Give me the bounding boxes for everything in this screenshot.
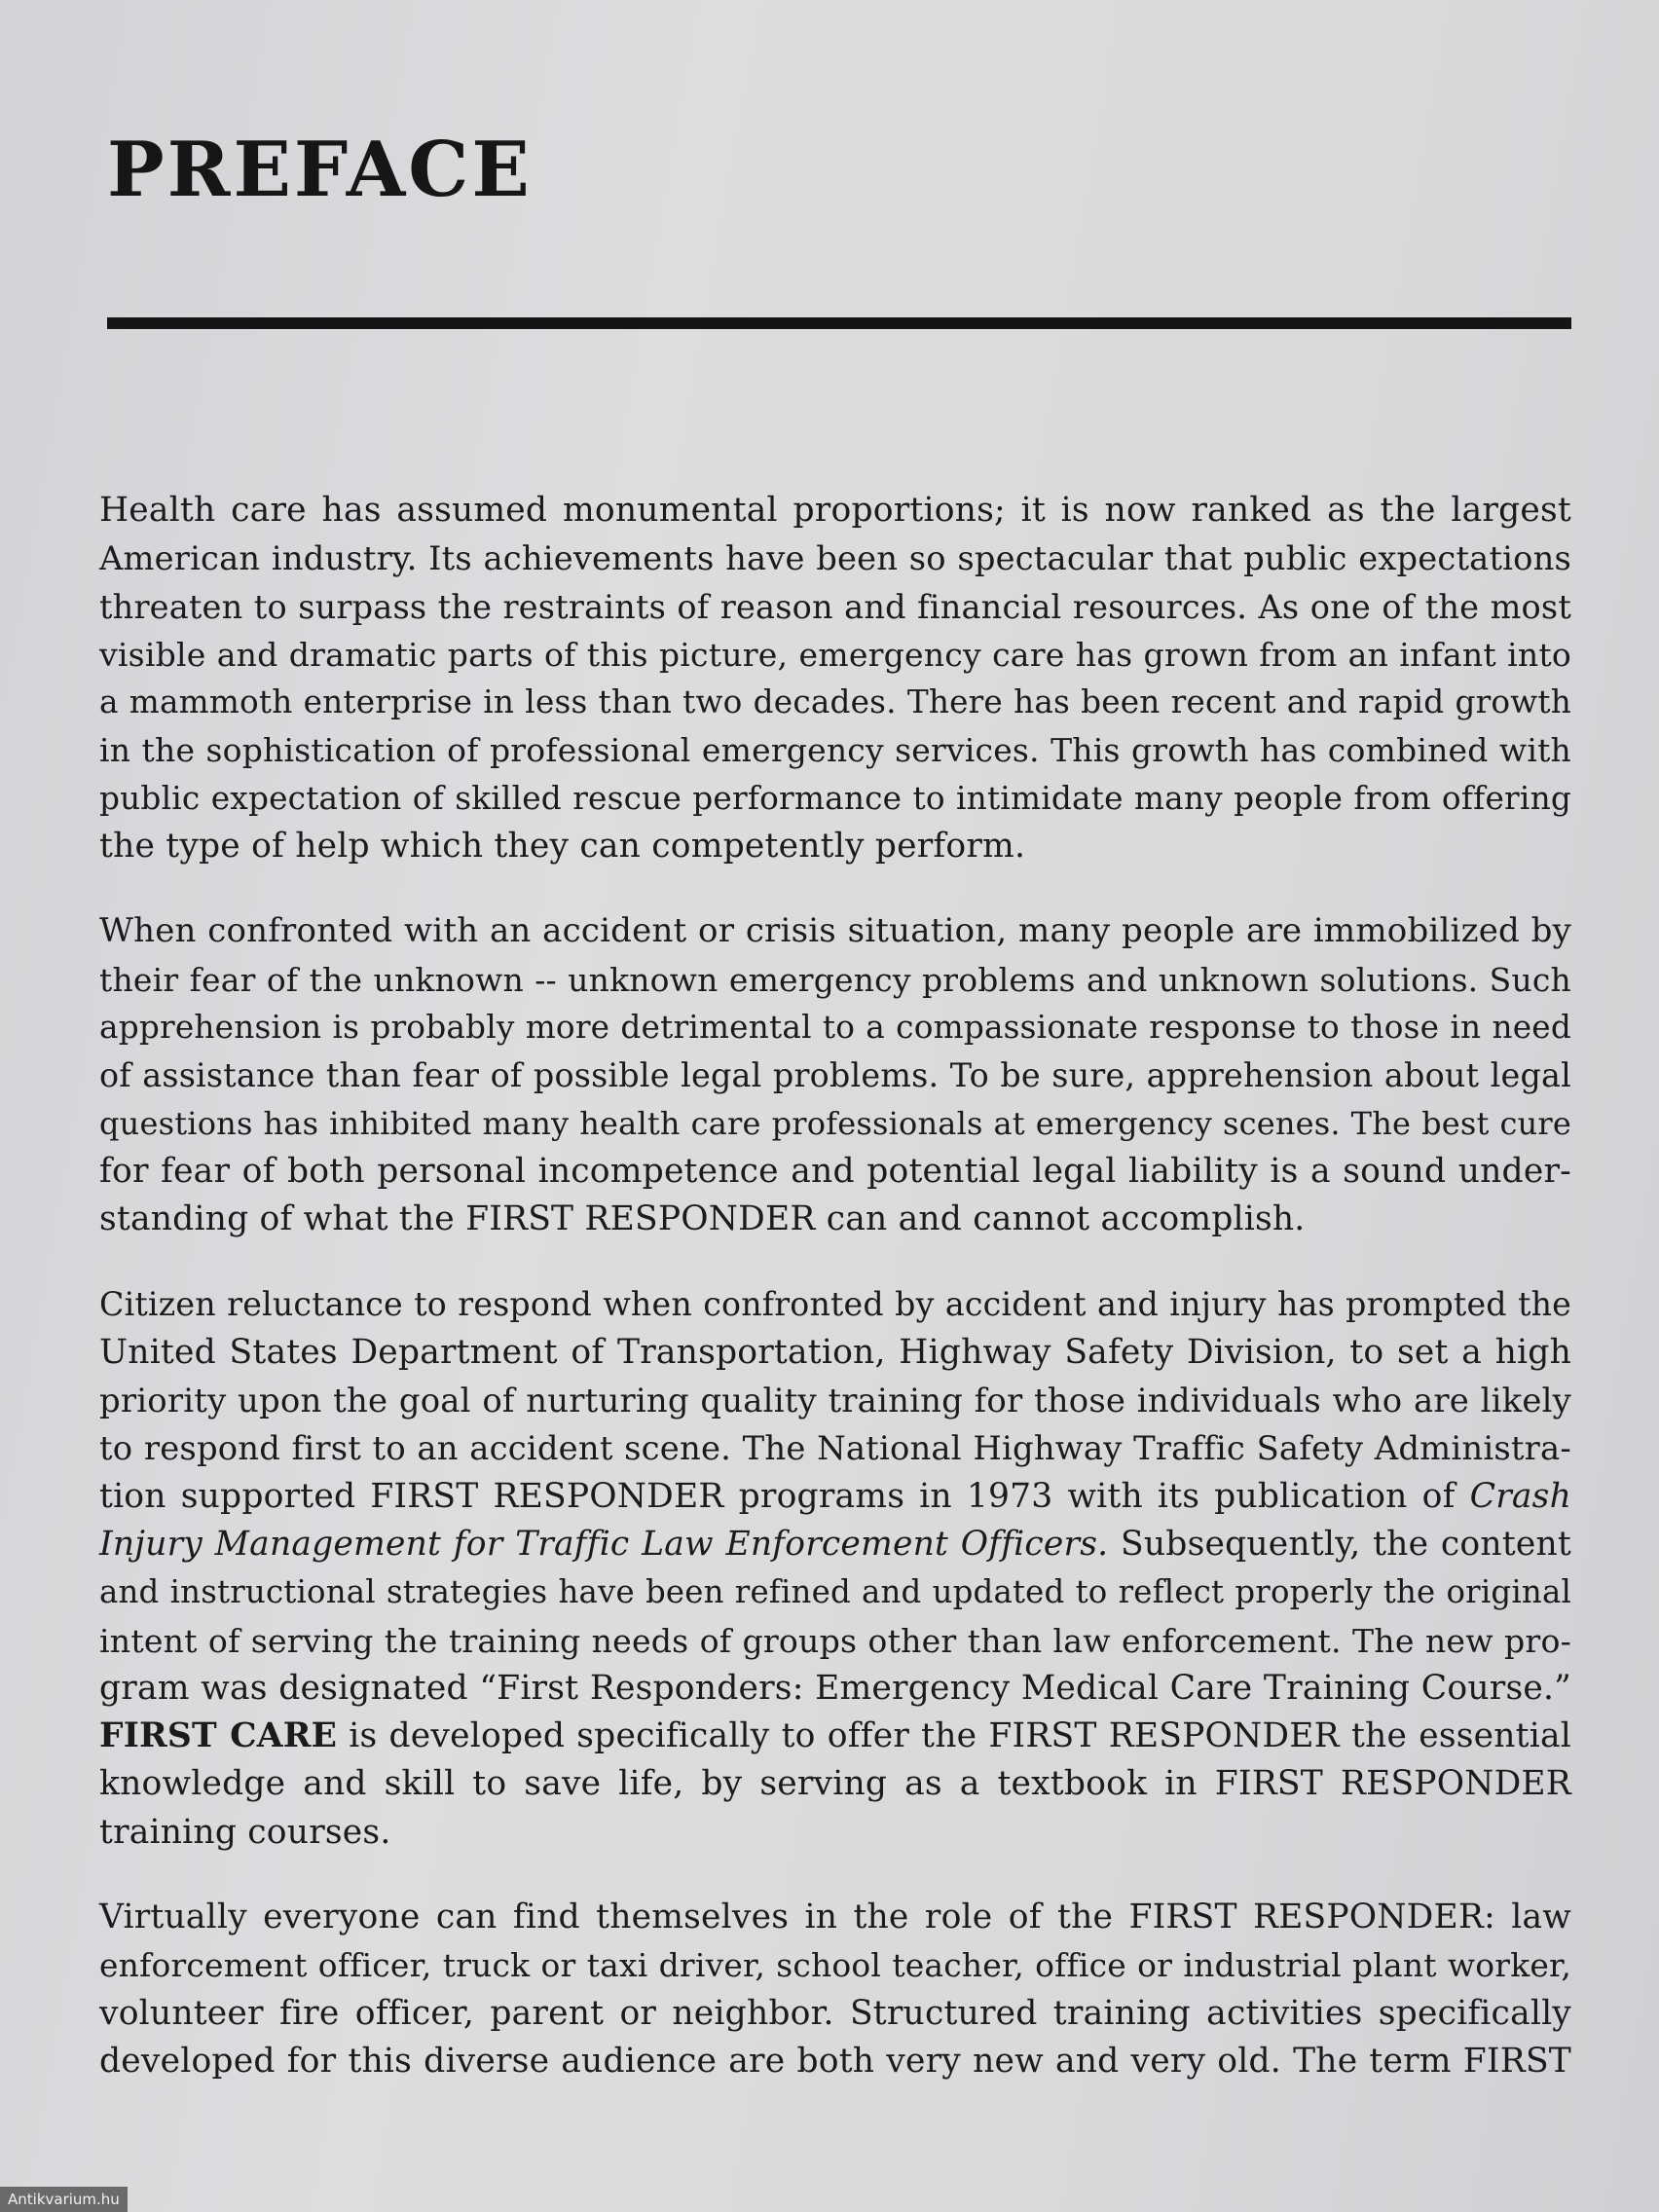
text-line: questions has inhibited many health care professionals at emergency scenes. The best cure [99, 1104, 1571, 1142]
title-rule [107, 317, 1571, 329]
page-title: PREFACE [107, 126, 533, 214]
text-line: and instructional strategies have been refined and updated to reflect properly the original [99, 1573, 1571, 1611]
text-line: enforcement officer, truck or taxi driver, school teacher, office or industrial plant worker, [99, 1946, 1571, 1985]
text-line: to respond first to an accident scene. The National Highway Traffic Safety Administra- [99, 1429, 1571, 1468]
text-segment: is developed specifically to offer the FIRST RESPONDER the essential [349, 1716, 1571, 1756]
text-line: threaten to surpass the restraints of reason and financial resources. As one of the most [99, 587, 1571, 626]
text-line [99, 1473, 1571, 1521]
document-page [95, 0, 1575, 2212]
text-line: developed for this diverse audience are both very new and very old. The term FIRST [99, 2041, 1571, 2081]
text-segment: Subsequently, the content [1121, 1524, 1571, 1564]
text-line: United States Department of Transportation, Highway Safety Division, to set a high [99, 1332, 1571, 1372]
italic-title: Crash [1469, 1476, 1571, 1516]
text-line: in the sophistication of professional emergency services. This growth has combined with [99, 731, 1571, 770]
text-line: volunteer fire officer, parent or neighbor. Structured training activities specifically [99, 1993, 1571, 2033]
preface-body [99, 487, 1571, 2122]
text-line: Citizen reluctance to respond when confronted by accident and injury has prompted the [99, 1285, 1571, 1324]
paragraph-1 [99, 487, 1571, 870]
text-line [99, 1713, 1571, 1760]
bold-name: FIRST CARE [99, 1716, 338, 1756]
italic-title: Injury Management for Traffic Law Enforcement Officers. [99, 1524, 1109, 1564]
text-line: intent of serving the training needs of groups other than law enforcement. The new pro- [99, 1621, 1571, 1660]
text-line: their fear of the unknown -- unknown emergency problems and unknown solutions. Such [99, 960, 1571, 999]
text-line: knowledge and skill to save life, by serving as a textbook in FIRST RESPONDER [99, 1764, 1571, 1804]
paragraph-2 [99, 907, 1571, 1243]
text-line: Virtually everyone can find themselves in the role of the FIRST RESPONDER: law [99, 1898, 1571, 1937]
paragraph-4 [99, 1894, 1571, 2085]
text-line: public expectation of skilled rescue performance to intimidate many people from offering [99, 779, 1571, 817]
text-line: standing of what the FIRST RESPONDER can and cannot accomplish. [99, 1199, 1306, 1239]
text-line: gram was designated “First Responders: Emergency Medical Care Training Course.” [99, 1668, 1571, 1708]
text-line: apprehension is probably more detrimental to a compassionate response to those in need [99, 1008, 1571, 1046]
paragraph-3 [99, 1280, 1571, 1857]
watermark: Antikvarium.hu [0, 2187, 128, 2212]
text-line: visible and dramatic parts of this picture, emergency care has grown from an infant into [99, 635, 1571, 674]
text-line: When confronted with an accident or crisis situation, many people are immobilized by [99, 911, 1571, 951]
text-line: the type of help which they can competently perform. [99, 827, 1026, 866]
text-line: a mammoth enterprise in less than two decades. There has been recent and rapid growth [99, 683, 1571, 721]
text-line: American industry. Its achievements have been so spectacular that public expectations [99, 539, 1571, 578]
text-line: priority upon the goal of nurturing quality training for those individuals who are likely [99, 1382, 1571, 1420]
text-line [99, 1521, 1571, 1568]
text-segment: tion supported FIRST RESPONDER programs in 1973 with its publication of [99, 1476, 1456, 1516]
text-line: training courses. [99, 1812, 391, 1852]
text-line: Health care has assumed monumental proportions; it is now ranked as the largest [99, 491, 1571, 530]
text-line: for fear of both personal incompetence and potential legal liability is a sound under- [99, 1151, 1571, 1191]
text-line: of assistance than fear of possible legal problems. To be sure, apprehension about legal [99, 1056, 1571, 1095]
